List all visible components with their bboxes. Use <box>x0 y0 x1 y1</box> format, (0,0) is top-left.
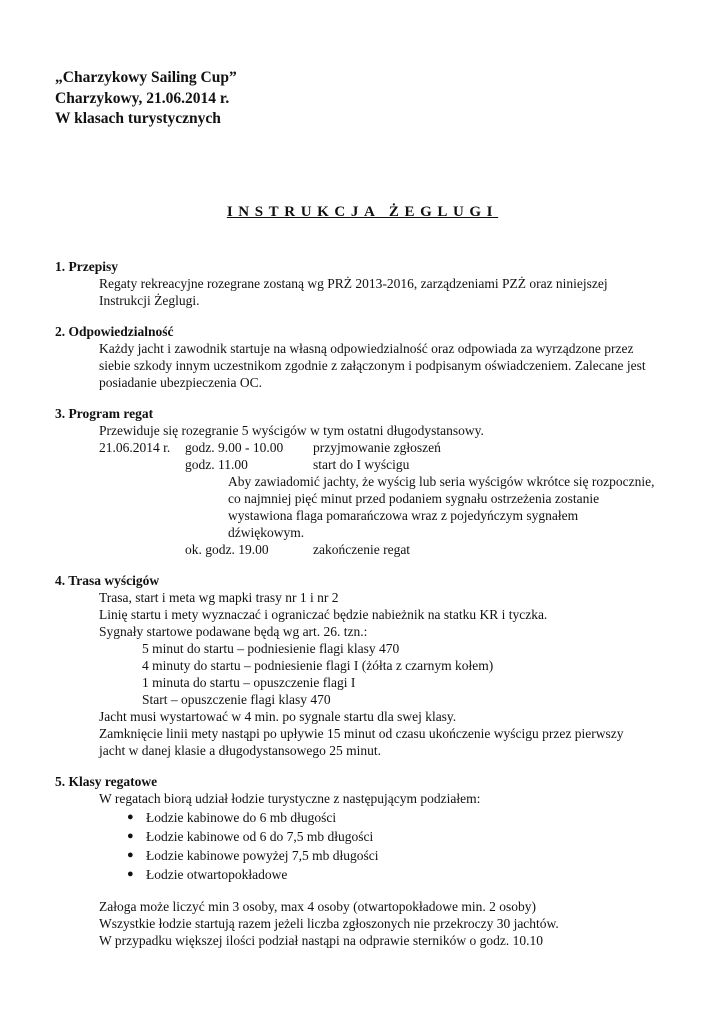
classes-line: W przypadku większej ilości podział nastąpi na odprawie sterników o godz. 10.10 <box>99 933 544 948</box>
course-line: Jacht musi wystartować w 4 min. po sygnale startu dla swej klasy. <box>99 709 457 724</box>
event-name: „Charzykowy Sailing Cup” <box>55 69 237 86</box>
program-desc: zakończenie regat <box>313 542 411 557</box>
program-note-line: Aby zawiadomić jachty, że wyścig lub seria wyścigów wkrótce się rozpocznie, <box>228 474 655 489</box>
program-date: 21.06.2014 r. <box>99 440 171 455</box>
responsibility-line: posiadanie ubezpieczenia OC. <box>99 375 263 390</box>
course-line: Linię startu i mety wyznaczać i ograniczać będzie nabieżnik na statku KR i tyczka. <box>99 607 548 622</box>
program-note-line: co najmniej pięć minut przed podaniem sygnału ostrzeżenia zostanie <box>228 491 600 506</box>
program-desc: przyjmowanie zgłoszeń <box>313 440 441 455</box>
class-item: Łodzie kabinowe do 6 mb długości <box>146 810 337 825</box>
program-time: godz. 9.00 - 10.00 <box>185 440 284 455</box>
course-line: jacht w danej klasie a długodystansowego 25 minut. <box>99 743 381 758</box>
start-signal: 5 minut do startu – podniesienie flagi klasy 470 <box>142 641 400 656</box>
bullet-icon: ● <box>127 830 134 842</box>
section-heading-classes: 5. Klasy regatowe <box>55 774 158 789</box>
class-item: Łodzie kabinowe od 6 do 7,5 mb długości <box>146 829 374 844</box>
rules-line: Regaty rekreacyjne rozegrane zostaną wg PRŻ 2013-2016, zarządzeniami PZŻ oraz niniejszej <box>99 276 608 291</box>
program-time: ok. godz. 19.00 <box>185 542 269 557</box>
program-intro: Przewiduje się rozegranie 5 wyścigów w tym ostatni długodystansowy. <box>99 423 484 438</box>
section-heading-responsibility: 2. Odpowiedzialność <box>55 324 174 339</box>
classes-intro: W regatach biorą udział łodzie turystyczne z następującym podziałem: <box>99 791 481 806</box>
class-item: Łodzie otwartopokładowe <box>146 867 288 882</box>
document-header <box>55 68 237 130</box>
program-time: godz. 11.00 <box>185 457 248 472</box>
rules-line: Instrukcji Żeglugi. <box>99 293 200 308</box>
course-line: Trasa, start i meta wg mapki trasy nr 1 i nr 2 <box>99 590 339 605</box>
bullet-icon: ● <box>127 811 134 823</box>
classes-line: Załoga może liczyć min 3 osoby, max 4 osoby (otwartopokładowe min. 2 osoby) <box>99 899 537 914</box>
course-line: Sygnały startowe podawane będą wg art. 26. tzn.: <box>99 624 368 639</box>
document-title: INSTRUKCJA ŻEGLUGI <box>226 204 499 220</box>
responsibility-line: Każdy jacht i zawodnik startuje na własną odpowiedzialność oraz odpowiada za wyrządzone przez <box>99 341 634 356</box>
section-heading-course: 4. Trasa wyścigów <box>55 573 160 588</box>
responsibility-line: siebie szkody innym uczestnikom zgodnie z załączonym i podpisanym oświadczeniem. Zalecane jest <box>99 358 646 373</box>
start-signal: 1 minuta do startu – opuszczenie flagi I <box>142 675 356 690</box>
event-classes: W klasach turystycznych <box>55 110 221 127</box>
bullet-icon: ● <box>127 849 134 861</box>
event-place-date: Charzykowy, 21.06.2014 r. <box>55 89 230 107</box>
start-signal: 4 minuty do startu – podniesienie flagi I (żółta z czarnym kołem) <box>142 658 494 673</box>
course-line: Zamknięcie linii mety nastąpi po upływie 15 minut od czasu ukończenie wyścigu przez pierwszy <box>99 726 624 741</box>
program-note-line: dźwiękowym. <box>228 525 305 540</box>
bullet-icon: ● <box>127 868 134 880</box>
program-desc: start do I wyścigu <box>313 457 410 472</box>
section-heading-program: 3. Program regat <box>55 406 154 421</box>
classes-line: Wszystkie łodzie startują razem jeżeli liczba zgłoszonych nie przekroczy 30 jachtów. <box>99 916 559 931</box>
program-note-line: wystawiona flaga pomarańczowa wraz z pojedyńczym sygnałem <box>228 508 579 523</box>
class-item: Łodzie kabinowe powyżej 7,5 mb długości <box>146 848 379 863</box>
start-signal: Start – opuszczenie flagi klasy 470 <box>142 692 331 707</box>
section-heading-rules: 1. Przepisy <box>55 259 118 274</box>
